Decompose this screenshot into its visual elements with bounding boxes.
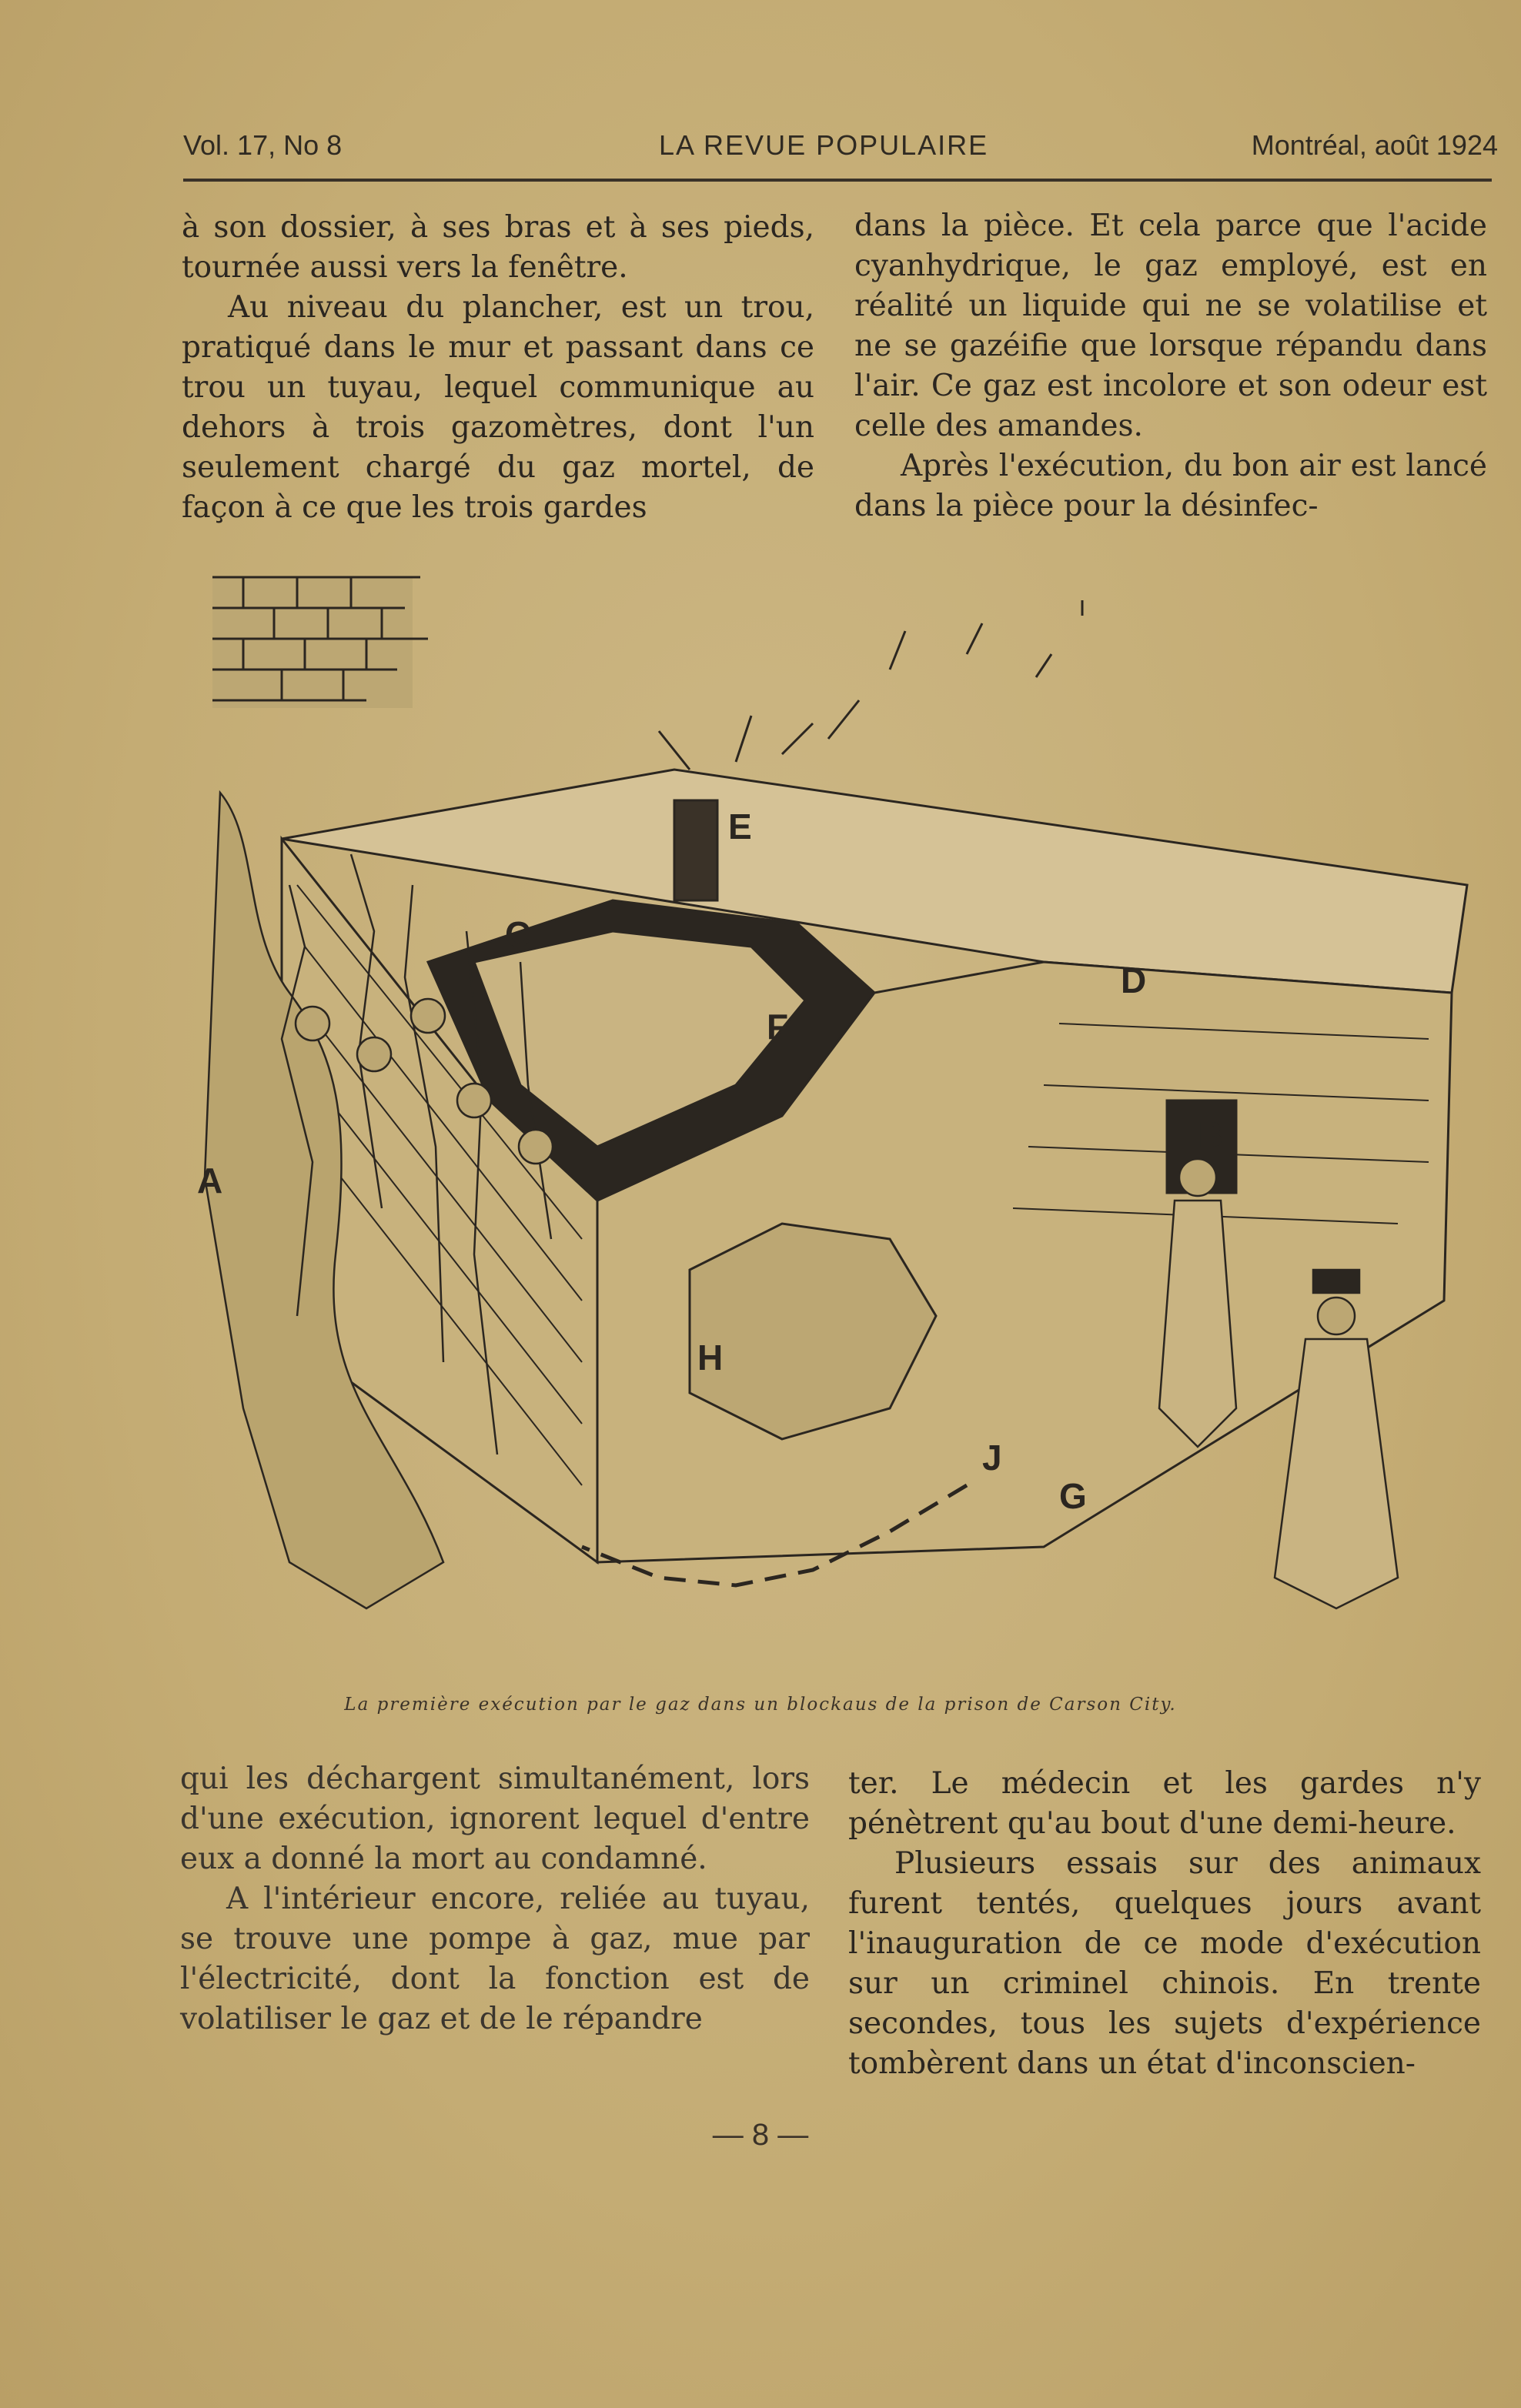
paragraph: à son dossier, à ses bras et à ses pieds, tournée aussi vers la fenêtre. [182,210,814,285]
label-b: B [1198,1114,1224,1154]
label-d: D [1121,960,1147,1000]
execution-illustration [197,562,1475,1678]
label-h: H [697,1338,724,1378]
label-c: C [505,914,531,954]
paragraph: dans la pièce. Et cela parce que l'acide cyanhydrique, le gaz employé, est en réalité un liquide qui ne se volatilise et ne se gazéifie que lorsque répandu dans l'air. Ce gaz est incolore et son odeur est celle des amandes. [854,209,1487,443]
issue-date: Montréal, août 1924 [1251,129,1498,161]
publication-title: LA REVUE POPULAIRE [659,129,989,161]
blockhouse [282,770,1467,1562]
brick-wall [212,577,428,708]
column-top-left [182,208,814,528]
running-header [183,129,1498,175]
page-number: — 8 — [712,2118,809,2152]
header-rule [183,179,1492,182]
label-e: E [728,807,752,847]
figure-caption: La première exécution par le gaz dans un blockaus de la prison de Carson City. [344,1695,1177,1715]
paragraph: ter. Le médecin et les gardes n'y pénètrent qu'au bout d'une demi-heure. [848,1766,1481,1841]
paragraph: qui les déchargent simultanément, lors d'une exécution, ignorent lequel d'entre eux a donné la mort au condamné. [180,1762,810,1876]
label-a: A [197,1161,223,1201]
paragraph: Plusieurs essais sur des animaux furent tentés, quelques jours avant l'inauguration de ce mode d'exécution sur un criminel chinois. En trente secondes, tous les sujets d'expérience tombèrent dans un état d'inconscien- [848,1846,1481,2081]
label-j: J [982,1438,1002,1478]
label-g: G [1059,1476,1087,1516]
label-f: F [767,1007,789,1047]
column-top-right [854,206,1487,526]
column-bottom-right [848,1764,1481,2084]
paragraph: Au niveau du plancher, est un trou, pratiqué dans le mur et passant dans ce trou un tuyau, lequel communique au dehors à trois gazomètres, dont l'un seulement chargé du gaz mortel, de façon à ce que les trois gardes [182,290,814,525]
paragraph: Après l'exécution, du bon air est lancé dans la pièce pour la désinfec- [854,449,1487,523]
paragraph: A l'intérieur encore, reliée au tuyau, se trouve une pompe à gaz, mue par l'électricité, dont la fonction est de volatiliser le gaz et de le répandre [180,1882,810,2036]
volume-number: Vol. 17, No 8 [183,129,343,161]
column-bottom-left [180,1759,810,2039]
